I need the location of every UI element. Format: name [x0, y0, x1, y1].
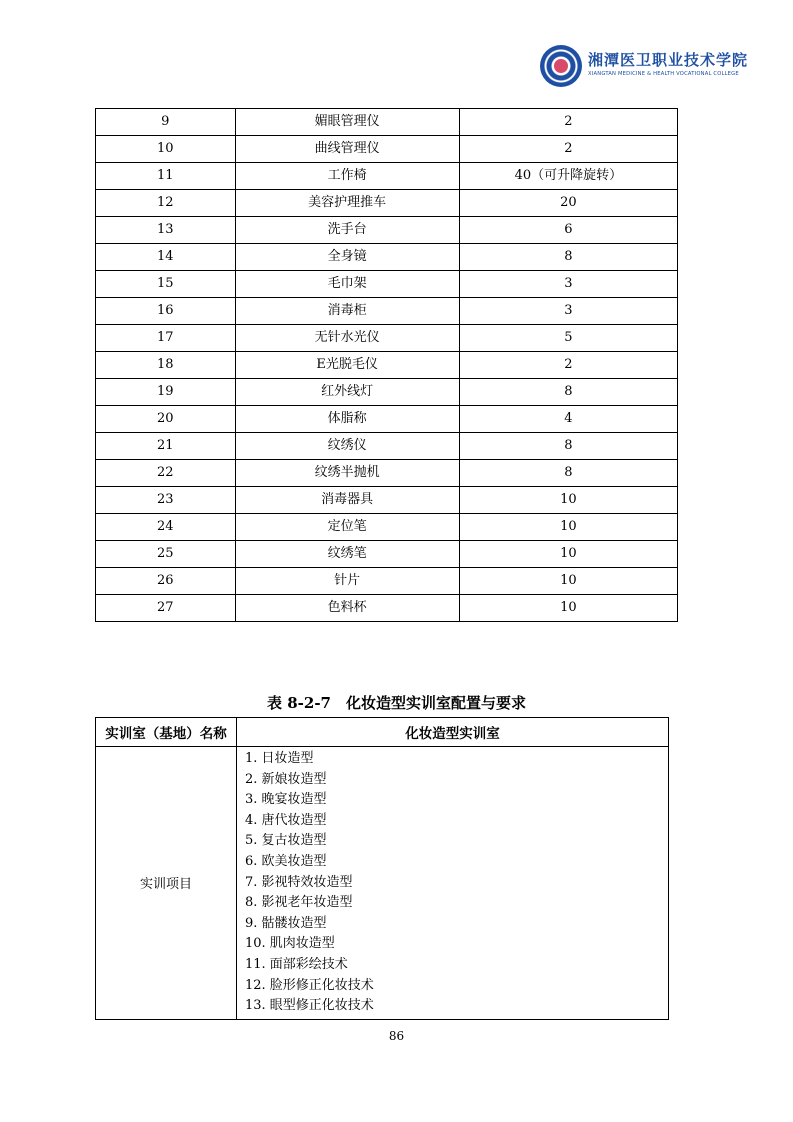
list-item: 13. 眼型修正化妆技术: [245, 998, 374, 1014]
row-number: 25: [96, 541, 236, 568]
equipment-name: 美容护理推车: [235, 190, 459, 217]
list-item: 11. 面部彩绘技术: [245, 956, 348, 972]
equipment-name: 定位笔: [235, 514, 459, 541]
training-items-cell: [237, 747, 669, 1020]
equipment-name: E光脱毛仪: [235, 352, 459, 379]
list-item: 3. 晚宴妆造型: [245, 792, 327, 808]
table-row: [96, 190, 678, 217]
equipment-name: 纹绣笔: [235, 541, 459, 568]
table-row: [96, 487, 678, 514]
equipment-quantity: 10: [459, 487, 677, 514]
equipment-quantity: 8: [459, 244, 677, 271]
table-row: [96, 298, 678, 325]
row-number: 23: [96, 487, 236, 514]
row-number: 13: [96, 217, 236, 244]
list-item: 6. 欧美妆造型: [245, 853, 327, 869]
equipment-quantity: 40（可升降旋转）: [459, 163, 677, 190]
row-number: 18: [96, 352, 236, 379]
equipment-name: 消毒柜: [235, 298, 459, 325]
equipment-name: 媚眼管理仪: [235, 109, 459, 136]
table-row: [96, 136, 678, 163]
equipment-name: 毛巾架: [235, 271, 459, 298]
equipment-quantity: 2: [459, 136, 677, 163]
table-row: [96, 460, 678, 487]
row-number: 14: [96, 244, 236, 271]
table-row: [96, 379, 678, 406]
list-item: 10. 肌肉妆造型: [245, 936, 335, 952]
row-number: 16: [96, 298, 236, 325]
equipment-name: 纹绣仪: [235, 433, 459, 460]
equipment-name: 色料杯: [235, 595, 459, 622]
equipment-name: 全身镜: [235, 244, 459, 271]
table-row: [96, 271, 678, 298]
equipment-name: 消毒器具: [235, 487, 459, 514]
list-item: 4. 唐代妆造型: [245, 812, 327, 828]
row-number: 12: [96, 190, 236, 217]
row-number: 24: [96, 514, 236, 541]
config-table-header-row: [96, 718, 669, 747]
college-seal-icon: [540, 45, 582, 87]
equipment-name: 工作椅: [235, 163, 459, 190]
table-row: [96, 244, 678, 271]
equipment-quantity: 6: [459, 217, 677, 244]
equipment-quantity: 8: [459, 379, 677, 406]
school-name-en: XIANGTAN MEDICINE & HEALTH VOCATIONAL COLLEGE: [588, 71, 739, 77]
equipment-quantity: 10: [459, 541, 677, 568]
header-room-name: 实训室（基地）名称: [96, 718, 237, 747]
equipment-table-body: [96, 109, 678, 622]
row-number: 22: [96, 460, 236, 487]
table-row: [96, 514, 678, 541]
equipment-quantity: 8: [459, 433, 677, 460]
row-number: 26: [96, 568, 236, 595]
row-number: 10: [96, 136, 236, 163]
list-item: 5. 复古妆造型: [245, 833, 327, 849]
equipment-quantity: 10: [459, 514, 677, 541]
equipment-quantity: 10: [459, 568, 677, 595]
equipment-quantity: 2: [459, 109, 677, 136]
table-row: [96, 568, 678, 595]
header-room-value: 化妆造型实训室: [237, 718, 669, 747]
equipment-quantity: 20: [459, 190, 677, 217]
school-name-cn: 湘潭医卫职业技术学院: [588, 51, 749, 69]
row-number: 20: [96, 406, 236, 433]
table-row: [96, 163, 678, 190]
table-row: [96, 541, 678, 568]
training-items-label: 实训项目: [96, 747, 237, 1020]
row-number: 21: [96, 433, 236, 460]
equipment-name: 纹绣半抛机: [235, 460, 459, 487]
equipment-name: 红外线灯: [235, 379, 459, 406]
equipment-quantity: 4: [459, 406, 677, 433]
list-item: 1. 日妆造型: [245, 751, 314, 766]
config-table-row: [96, 747, 669, 1020]
row-number: 15: [96, 271, 236, 298]
equipment-name: 洗手台: [235, 217, 459, 244]
equipment-quantity: 8: [459, 460, 677, 487]
equipment-name: 体脂称: [235, 406, 459, 433]
page-number: 86: [388, 1029, 405, 1043]
table-caption: 表 8-2-7 化妆造型实训室配置与要求: [267, 694, 526, 712]
list-item: 2. 新娘妆造型: [245, 771, 327, 787]
table-row: [96, 352, 678, 379]
list-item: 12. 脸形修正化妆技术: [245, 977, 374, 993]
equipment-name: 针片: [235, 568, 459, 595]
equipment-quantity: 3: [459, 298, 677, 325]
row-number: 11: [96, 163, 236, 190]
list-item: 9. 骷髅妆造型: [245, 915, 327, 931]
list-item: 7. 影视特效妆造型: [245, 874, 353, 890]
row-number: 27: [96, 595, 236, 622]
equipment-name: 曲线管理仪: [235, 136, 459, 163]
table-row: [96, 325, 678, 352]
training-items-list: [245, 749, 668, 1017]
table-row: [96, 595, 678, 622]
table-row: [96, 406, 678, 433]
equipment-name: 无针水光仪: [235, 325, 459, 352]
list-item: 8. 影视老年妆造型: [245, 895, 353, 911]
equipment-quantity: 2: [459, 352, 677, 379]
equipment-table: [95, 108, 678, 622]
equipment-quantity: 3: [459, 271, 677, 298]
row-number: 17: [96, 325, 236, 352]
equipment-quantity: 5: [459, 325, 677, 352]
row-number: 19: [96, 379, 236, 406]
table-row: [96, 433, 678, 460]
table-row: [96, 217, 678, 244]
header-logo: [540, 45, 749, 90]
row-number: 9: [96, 109, 236, 136]
equipment-quantity: 10: [459, 595, 677, 622]
config-table: [95, 717, 669, 1020]
table-row: [96, 109, 678, 136]
